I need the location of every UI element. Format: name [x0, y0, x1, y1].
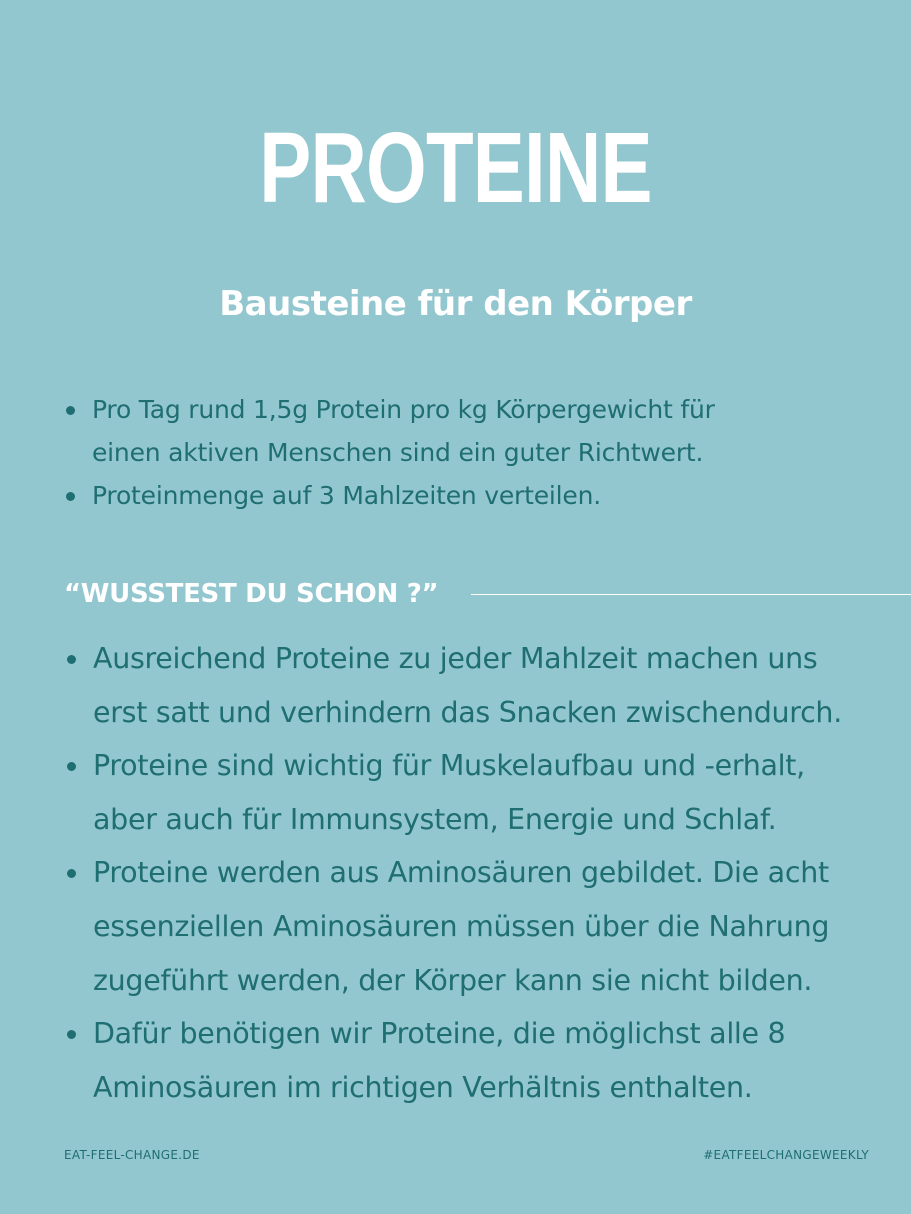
facts-list	[63, 632, 903, 1114]
page-subtitle: Bausteine für den Körper	[219, 284, 692, 324]
bullet-icon	[66, 492, 75, 501]
list-item	[63, 846, 903, 1007]
intro-list	[62, 388, 882, 517]
page-title: PROTEINE	[259, 112, 652, 224]
footer-website: EAT-FEEL-CHANGE.DE	[64, 1148, 200, 1162]
list-item	[62, 474, 882, 517]
bullet-icon	[67, 655, 76, 664]
bullet-icon	[67, 1030, 76, 1039]
list-item-line: Dafür benötigen wir Proteine, die möglichst alle 8	[93, 1017, 786, 1051]
list-item-line: Proteinmenge auf 3 Mahlzeiten verteilen.	[92, 481, 601, 510]
bullet-icon	[66, 406, 75, 415]
list-item	[62, 388, 882, 474]
section-divider	[471, 594, 911, 595]
list-item-line: essenziellen Aminosäuren müssen über die Nahrung	[93, 909, 830, 943]
list-item-line: einen aktiven Menschen sind ein guter Richtwert.	[92, 438, 704, 467]
list-item	[63, 632, 903, 739]
section-heading: “WUSSTEST DU SCHON ?”	[64, 579, 439, 609]
list-item-line: aber auch für Immunsystem, Energie und Schlaf.	[93, 802, 777, 836]
list-item-line: Pro Tag rund 1,5g Protein pro kg Körpergewicht für	[92, 395, 715, 424]
list-item-line: erst satt und verhindern das Snacken zwischendurch.	[93, 695, 842, 729]
list-item-line: zugeführt werden, der Körper kann sie nicht bilden.	[93, 963, 813, 997]
list-item-line: Ausreichend Proteine zu jeder Mahlzeit machen uns	[93, 642, 818, 675]
bullet-icon	[67, 762, 76, 771]
footer-hashtag: #EATFEELCHANGEWEEKLY	[703, 1148, 869, 1162]
list-item-line: Aminosäuren im richtigen Verhältnis enthalten.	[93, 1070, 753, 1104]
list-item-line: Proteine sind wichtig für Muskelaufbau und -erhalt,	[93, 749, 805, 783]
list-item	[63, 739, 903, 846]
bullet-icon	[67, 869, 76, 878]
list-item-line: Proteine werden aus Aminosäuren gebildet. Die acht	[93, 856, 829, 890]
list-item	[63, 1007, 903, 1114]
